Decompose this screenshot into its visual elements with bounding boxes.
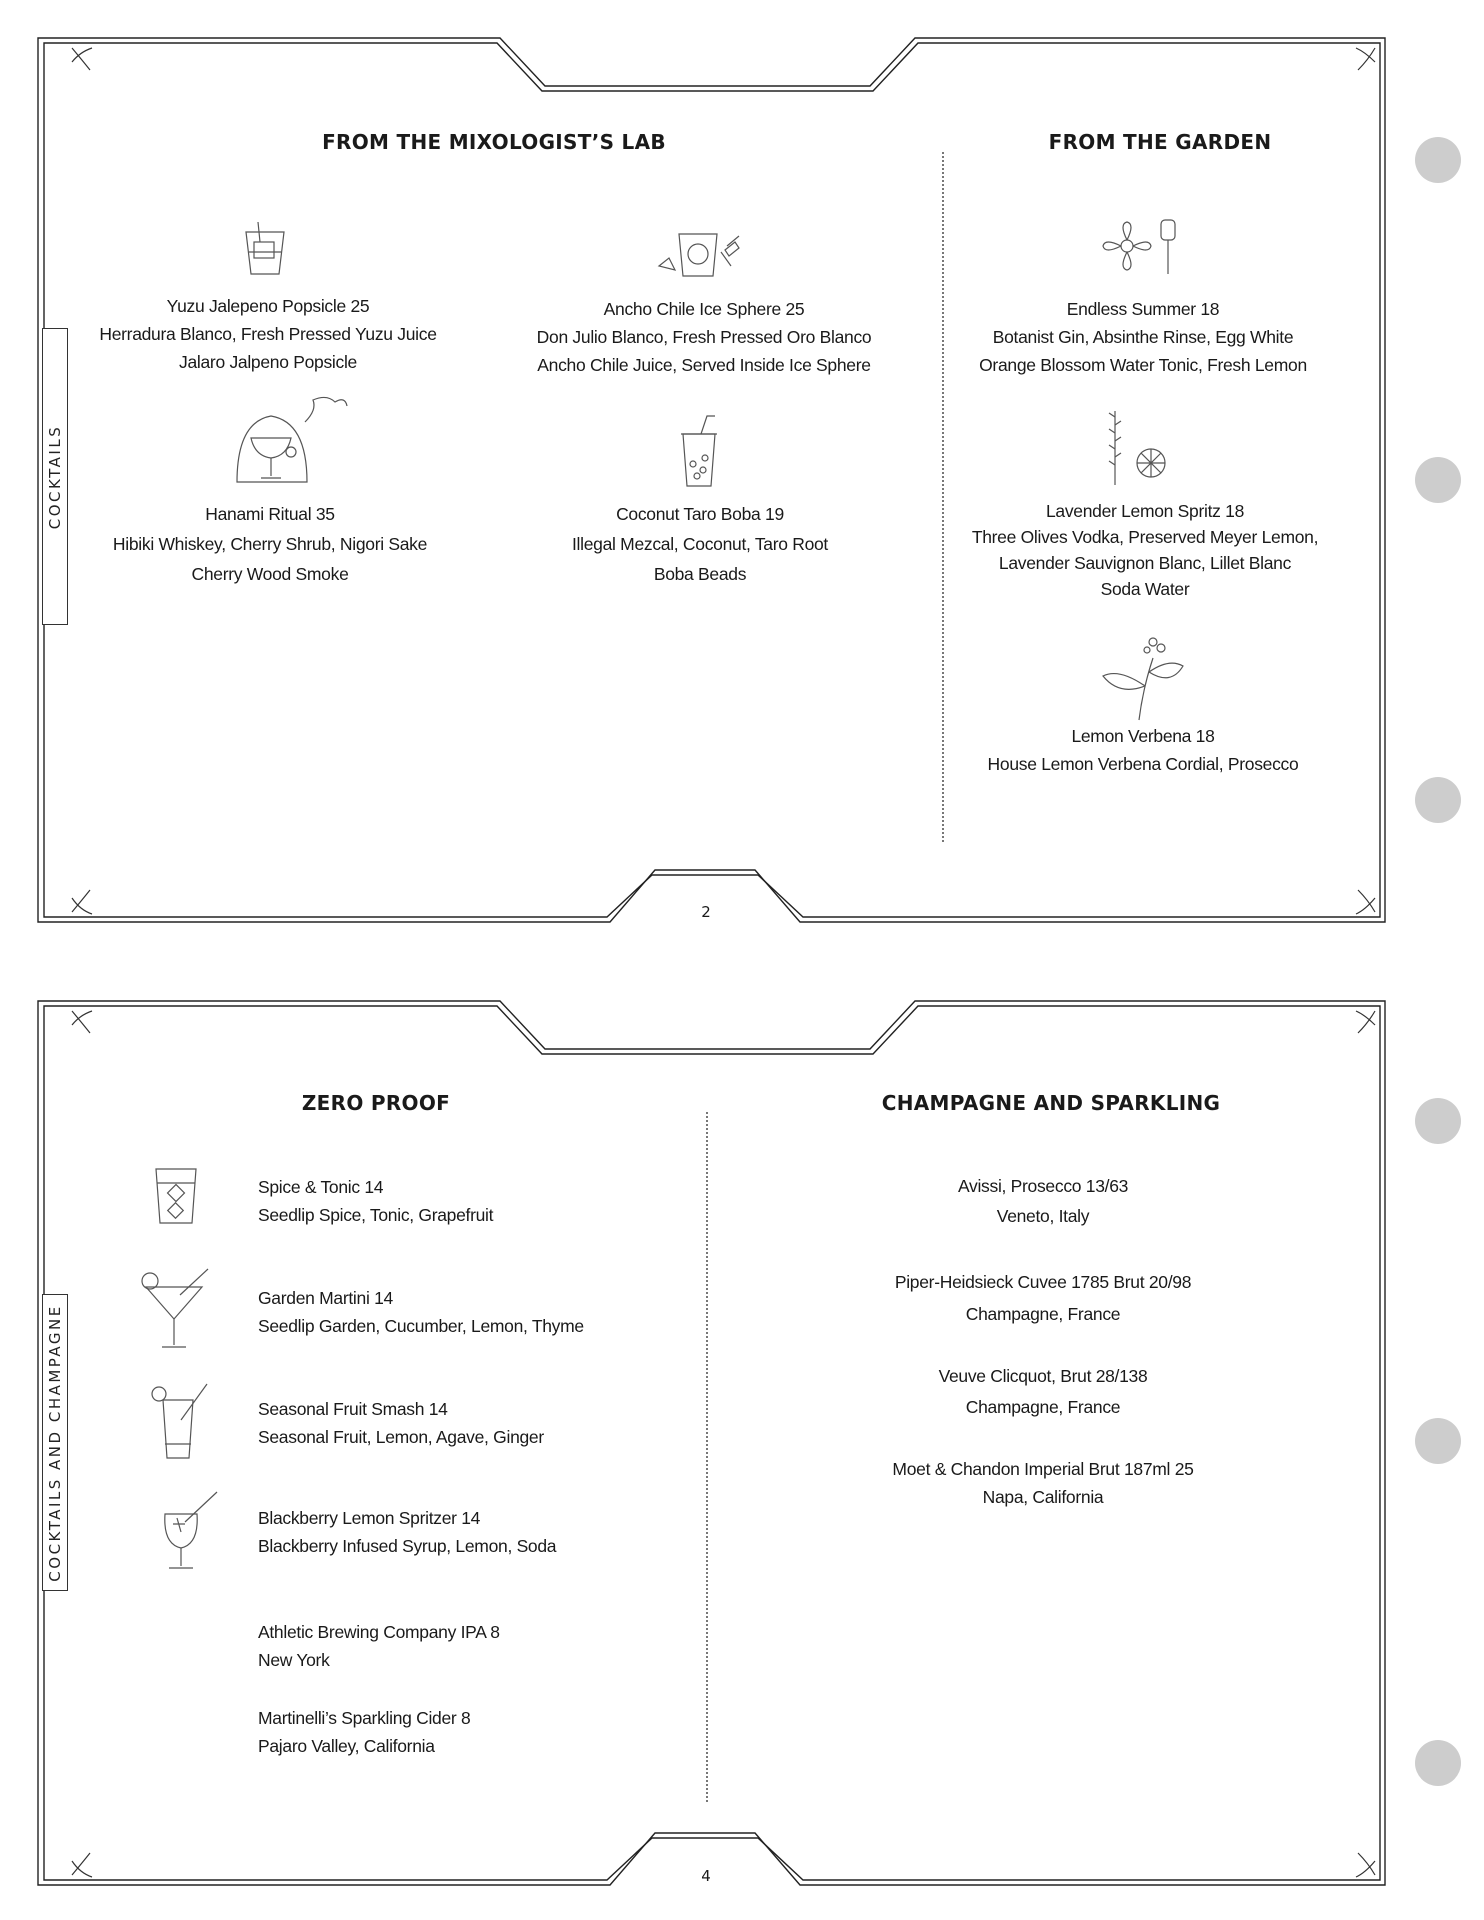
item-name: Blackberry Lemon Spritzer 14 <box>258 1508 481 1528</box>
verbena-leaves-icon <box>1095 628 1190 723</box>
section-title-mixologists-lab: FROM THE MIXOLOGIST’S LAB <box>322 130 666 154</box>
tonic-glass-icon <box>152 1165 202 1227</box>
item-description: Boba Beads <box>653 564 747 584</box>
section-title-from-the-garden: FROM THE GARDEN <box>1048 130 1272 154</box>
lavender-lemon-icon <box>1095 405 1175 487</box>
menu-item-veuve-clicquot <box>939 1361 1148 1423</box>
item-name: Athletic Brewing Company IPA 8 <box>258 1622 500 1642</box>
item-description: Illegal Mezcal, Coconut, Taro Root <box>571 534 829 554</box>
section-title-zero-proof: ZERO PROOF <box>301 1091 451 1115</box>
flower-honey-dipper-icon <box>1095 216 1185 278</box>
item-description: Soda Water <box>1100 579 1190 599</box>
item-name: Piper-Heidsieck Cuvee 1785 Brut 20/98 <box>894 1272 1192 1292</box>
highball-glass-icon <box>145 1380 215 1462</box>
item-name: Coconut Taro Boba 19 <box>616 504 784 524</box>
menu-item-garden-martini <box>258 1284 584 1340</box>
column-divider <box>942 152 944 842</box>
menu-item-spice-tonic <box>258 1173 493 1229</box>
punch-hole <box>1415 777 1461 823</box>
item-name: Moet & Chandon Imperial Brut 187ml 25 <box>892 1459 1194 1479</box>
item-description: Lavender Sauvignon Blanc, Lillet Blanc <box>998 553 1292 573</box>
smoke-dome-glass-icon <box>235 392 350 487</box>
item-description: Ancho Chile Juice, Served Inside Ice Sphere <box>537 355 871 375</box>
item-name: Seasonal Fruit Smash 14 <box>258 1399 448 1419</box>
menu-item-moet-chandon <box>892 1455 1193 1511</box>
menu-item-avissi-prosecco <box>958 1171 1128 1231</box>
boba-tea-icon <box>675 414 725 490</box>
item-name: Lemon Verbena 18 <box>1071 726 1215 746</box>
menu-item-martinellis-sparkling-cider <box>258 1704 470 1760</box>
item-name: Lavender Lemon Spritz 18 <box>1045 501 1245 521</box>
item-description: House Lemon Verbena Cordial, Prosecco <box>987 754 1299 774</box>
item-name: Martinelli’s Sparkling Cider 8 <box>258 1708 471 1728</box>
menu-item-piper-heidsieck <box>895 1266 1191 1330</box>
item-name: Garden Martini 14 <box>258 1288 393 1308</box>
menu-item-lavender-lemon-spritz <box>972 498 1318 602</box>
item-name: Spice & Tonic 14 <box>258 1177 384 1197</box>
item-name: Hanami Ritual 35 <box>205 504 335 524</box>
item-description: Don Julio Blanco, Fresh Pressed Oro Blanco <box>536 327 872 347</box>
item-description: Champagne, France <box>965 1304 1121 1324</box>
menu-item-coconut-taro-boba <box>572 499 828 589</box>
punch-hole <box>1415 1098 1461 1144</box>
punch-hole <box>1415 1418 1461 1464</box>
item-description: Orange Blossom Water Tonic, Fresh Lemon <box>979 355 1307 375</box>
punch-hole <box>1415 1740 1461 1786</box>
item-description: Three Olives Vodka, Preserved Meyer Lemon, <box>971 527 1319 547</box>
menu-item-ancho-chile-ice-sphere <box>537 295 872 379</box>
menu-item-yuzu-jalepeno-popsicle <box>99 292 436 376</box>
item-description: Hibiki Whiskey, Cherry Shrub, Nigori Sake <box>112 534 428 554</box>
item-description: Seedlip Garden, Cucumber, Lemon, Thyme <box>258 1316 584 1336</box>
menu-item-hanami-ritual <box>113 499 427 589</box>
column-divider <box>706 1112 708 1802</box>
item-description: Herradura Blanco, Fresh Pressed Yuzu Juice <box>99 324 437 344</box>
punch-hole <box>1415 457 1461 503</box>
item-name: Avissi, Prosecco 13/63 <box>957 1176 1129 1196</box>
section-title-champagne-and-sparkling: CHAMPAGNE AND SPARKLING <box>881 1091 1221 1115</box>
side-tab-label: COCKTAILS <box>46 424 64 529</box>
item-description: Blackberry Infused Syrup, Lemon, Soda <box>258 1536 557 1556</box>
item-name: Endless Summer 18 <box>1066 299 1220 319</box>
item-description: Seedlip Spice, Tonic, Grapefruit <box>258 1205 494 1225</box>
item-description: Botanist Gin, Absinthe Rinse, Egg White <box>992 327 1294 347</box>
menu-item-endless-summer <box>979 295 1307 379</box>
page-number: 2 <box>701 903 711 921</box>
menu-item-athletic-brewing-ipa <box>258 1618 500 1674</box>
popsicle-glass-icon <box>240 218 290 278</box>
item-description: Jalaro Jalpeno Popsicle <box>179 352 357 372</box>
punch-hole <box>1415 137 1461 183</box>
menu-item-seasonal-fruit-smash <box>258 1395 544 1451</box>
menu-item-lemon-verbena <box>988 722 1299 778</box>
cocktails-side-tab <box>42 328 68 625</box>
menu-item-blackberry-lemon-spritzer <box>258 1504 556 1560</box>
item-description: Seasonal Fruit, Lemon, Agave, Ginger <box>258 1427 544 1447</box>
item-description: Cherry Wood Smoke <box>191 564 349 584</box>
item-name: Yuzu Jalepeno Popsicle 25 <box>166 296 370 316</box>
spritzer-glass-icon <box>155 1488 225 1573</box>
item-name: Ancho Chile Ice Sphere 25 <box>603 299 805 319</box>
item-name: Veuve Clicquot, Brut 28/138 <box>938 1366 1148 1386</box>
side-tab-label: COCKTAILS AND CHAMPAGNE <box>46 1303 64 1582</box>
ice-sphere-icon <box>655 226 745 281</box>
item-description: Pajaro Valley, California <box>258 1736 435 1756</box>
page-number: 4 <box>701 1867 711 1885</box>
item-description: New York <box>258 1650 330 1670</box>
item-description: Veneto, Italy <box>996 1206 1090 1226</box>
item-description: Napa, California <box>982 1487 1104 1507</box>
item-description: Champagne, France <box>965 1397 1121 1417</box>
cocktails-and-champagne-side-tab <box>42 1294 68 1591</box>
martini-glass-icon <box>140 1265 215 1350</box>
